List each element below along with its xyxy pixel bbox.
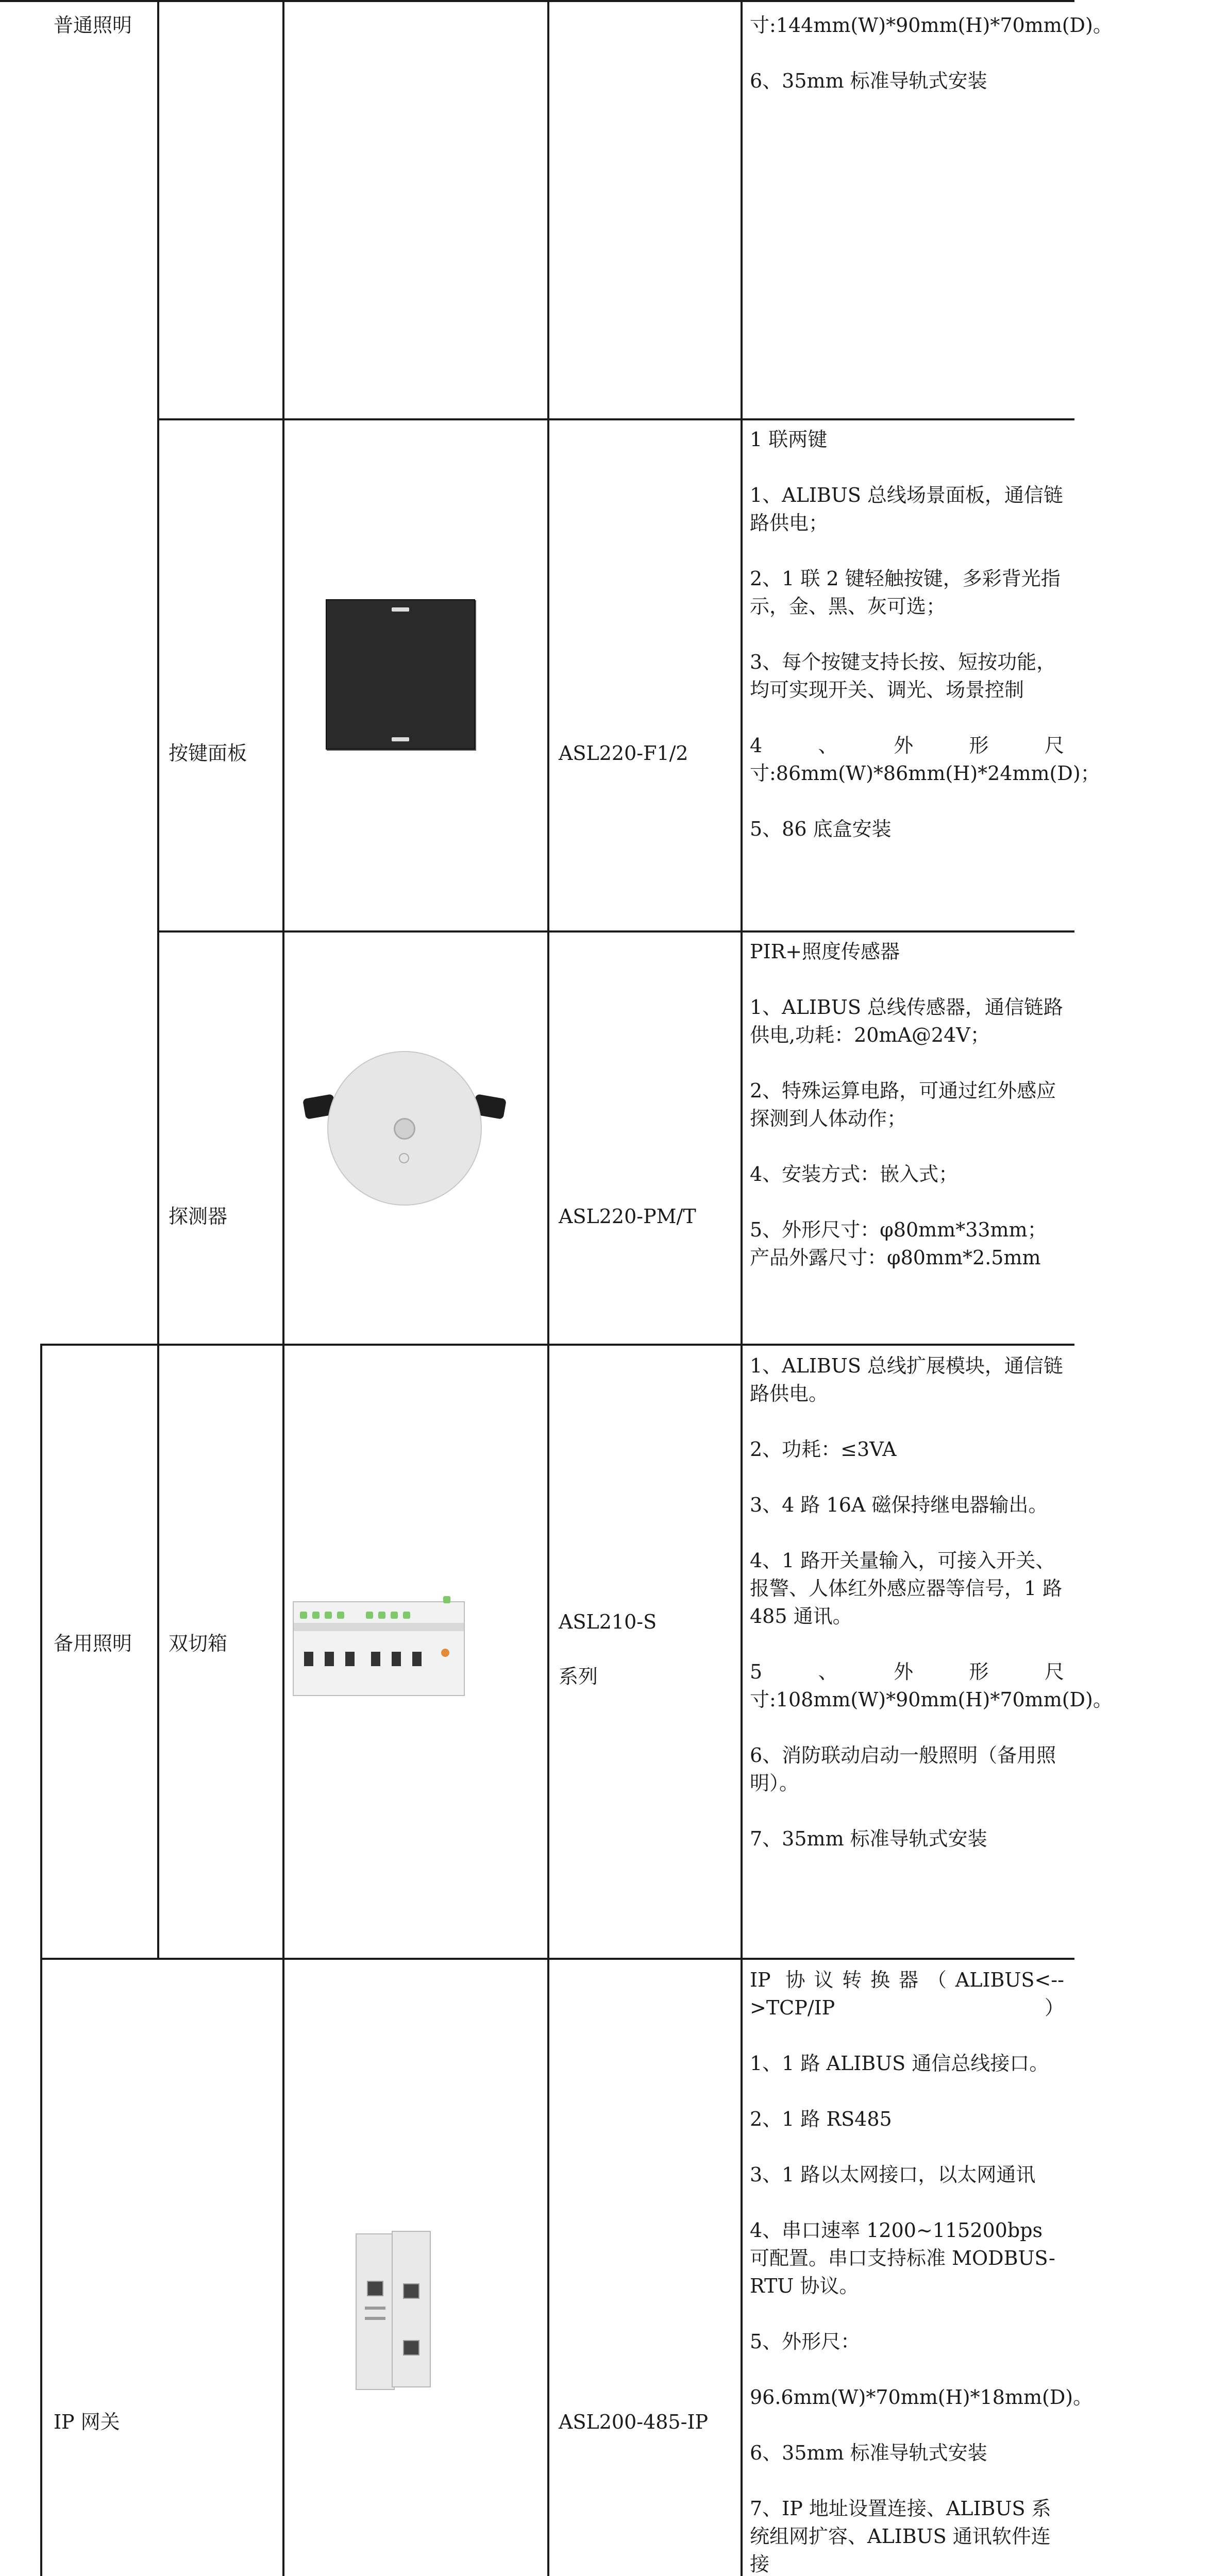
spec-line: 96.6mm(W)*70mm(H)*18mm(D)。 xyxy=(750,2386,1093,2409)
product-name: 探测器 xyxy=(169,1205,228,1228)
spec-line: 6、消防联动启动一般照明（备用照明）。 xyxy=(750,1744,1056,1794)
indicator-dot xyxy=(392,607,409,612)
model-number: ASL200-485-IP xyxy=(559,2411,709,2433)
relay-switch xyxy=(345,1652,355,1666)
status-led xyxy=(378,1612,385,1619)
ethernet-port xyxy=(403,2283,419,2299)
spec-line: 2、功耗：≤3VA xyxy=(750,1438,897,1461)
row-divider xyxy=(157,930,1074,933)
spec-line: 寸:144mm(W)*90mm(H)*70mm(D)。 xyxy=(750,14,1113,37)
spec-description xyxy=(750,11,1113,95)
spec-line: 4、1 路开关量输入，可接入开关、报警、人体红外感应器等信号，1 路 485 通讯。 xyxy=(750,1549,1063,1628)
module-stripe xyxy=(294,1623,464,1631)
spec-line: 1、ALIBUS 总线扩展模块，通信链路供电。 xyxy=(750,1354,1063,1405)
relay-switch xyxy=(325,1652,334,1666)
row-divider xyxy=(157,418,1074,420)
spec-line: 2、1 路 RS485 xyxy=(750,2108,892,2130)
spec-line: PIR+照度传感器 xyxy=(750,940,900,963)
spec-line: 7、35mm 标准导轨式安装 xyxy=(750,1827,987,1850)
light-sensor xyxy=(399,1153,409,1163)
status-led xyxy=(300,1612,307,1619)
button-panel-image xyxy=(326,599,475,750)
relay-switch xyxy=(371,1652,380,1666)
product-name: 双切箱 xyxy=(169,1632,228,1655)
ip-gateway-image xyxy=(356,2233,395,2390)
spec-description xyxy=(750,1966,1093,2576)
product-name: 按键面板 xyxy=(169,742,247,765)
relay-switch xyxy=(412,1652,422,1666)
spec-line: 1、ALIBUS 总线场景面板，通信链路供电； xyxy=(750,484,1063,534)
spec-line: 4、串口速率 1200~115200bps 可配置。串口支持标准 MODBUS-RTU 协议。 xyxy=(750,2219,1055,2297)
category-cell: 普通照明 xyxy=(54,14,132,37)
model-number: ASL220-F1/2 xyxy=(559,742,688,765)
status-led xyxy=(337,1612,344,1619)
status-led xyxy=(443,1596,450,1603)
spec-line: IP 协议转换器（ALIBUS<-->TCP/IP） xyxy=(750,1969,1064,2019)
spec-line: 6、35mm 标准导轨式安装 xyxy=(750,70,987,92)
spec-description xyxy=(750,938,1064,1272)
status-led xyxy=(366,1612,373,1619)
relay-switch xyxy=(392,1652,401,1666)
din-module-image xyxy=(293,1601,465,1696)
column-divider xyxy=(741,0,743,2576)
spec-line: 5、外形尺： xyxy=(750,2330,861,2353)
spec-line: 1、ALIBUS 总线传感器，通信链路供电,功耗：20mA@24V； xyxy=(750,996,1063,1046)
spec-line: 3、每个按键支持长按、短按功能，均可实现开关、调光、场景控制 xyxy=(750,651,1056,701)
category-cell: 备用照明 xyxy=(54,1632,132,1655)
spec-description xyxy=(750,426,1100,843)
ethernet-port xyxy=(367,2281,383,2296)
module-label xyxy=(365,2307,385,2310)
spec-line: 3、1 路以太网接口，以太网通讯 xyxy=(750,2163,1036,2186)
row-divider xyxy=(40,1344,1074,1346)
row-divider xyxy=(0,0,1074,2)
ip-gateway-image xyxy=(392,2231,431,2387)
spec-line: 4、安装方式：嵌入式； xyxy=(750,1163,959,1185)
spec-line: 2、特殊运算电路，可通过红外感应探测到人体动作； xyxy=(750,1079,1056,1130)
pir-sensor-image xyxy=(304,1046,505,1211)
ethernet-port xyxy=(403,2340,419,2355)
spec-line: 1 联两键 xyxy=(750,428,828,451)
pir-lens xyxy=(394,1118,415,1140)
model-number: ASL210-S xyxy=(559,1611,657,1633)
spec-line: 3、4 路 16A 磁保持继电器输出。 xyxy=(750,1494,1048,1516)
spec-line: 4、外形尺寸:86mm(W)*86mm(H)*24mm(D)； xyxy=(750,734,1100,785)
indicator-dot xyxy=(392,737,409,741)
column-divider xyxy=(40,1344,42,2576)
status-led xyxy=(403,1612,410,1619)
spec-line: 5、86 底盒安装 xyxy=(750,818,892,840)
relay-switch xyxy=(304,1652,313,1666)
column-divider xyxy=(157,0,159,1959)
module-label xyxy=(365,2317,385,2320)
status-led xyxy=(325,1612,332,1619)
spec-line: 7、IP 地址设置连接、ALIBUS 系统组网扩容、ALIBUS 通讯软件连接 xyxy=(750,2497,1051,2575)
function-knob xyxy=(441,1649,449,1657)
spec-line: 1、1 路 ALIBUS 通信总线接口。 xyxy=(750,2052,1049,2075)
spec-description xyxy=(750,1352,1113,1853)
model-number-line2: 系列 xyxy=(559,1665,598,1688)
model-number: ASL220-PM/T xyxy=(559,1205,696,1228)
column-divider xyxy=(547,0,549,2576)
status-led xyxy=(391,1612,398,1619)
spec-line: 5、外形尺寸:108mm(W)*90mm(H)*70mm(D)。 xyxy=(750,1660,1113,1711)
spec-line: 6、35mm 标准导轨式安装 xyxy=(750,2442,987,2464)
spec-line: 2、1 联 2 键轻触按键，多彩背光指示，金、黑、灰可选； xyxy=(750,567,1061,618)
category-cell: IP 网关 xyxy=(54,2411,120,2433)
column-divider xyxy=(282,0,284,2576)
spec-line: 5、外形尺寸：φ80mm*33mm；产品外露尺寸：φ80mm*2.5mm xyxy=(750,1218,1047,1269)
status-led xyxy=(312,1612,320,1619)
row-divider xyxy=(40,1958,1074,1960)
